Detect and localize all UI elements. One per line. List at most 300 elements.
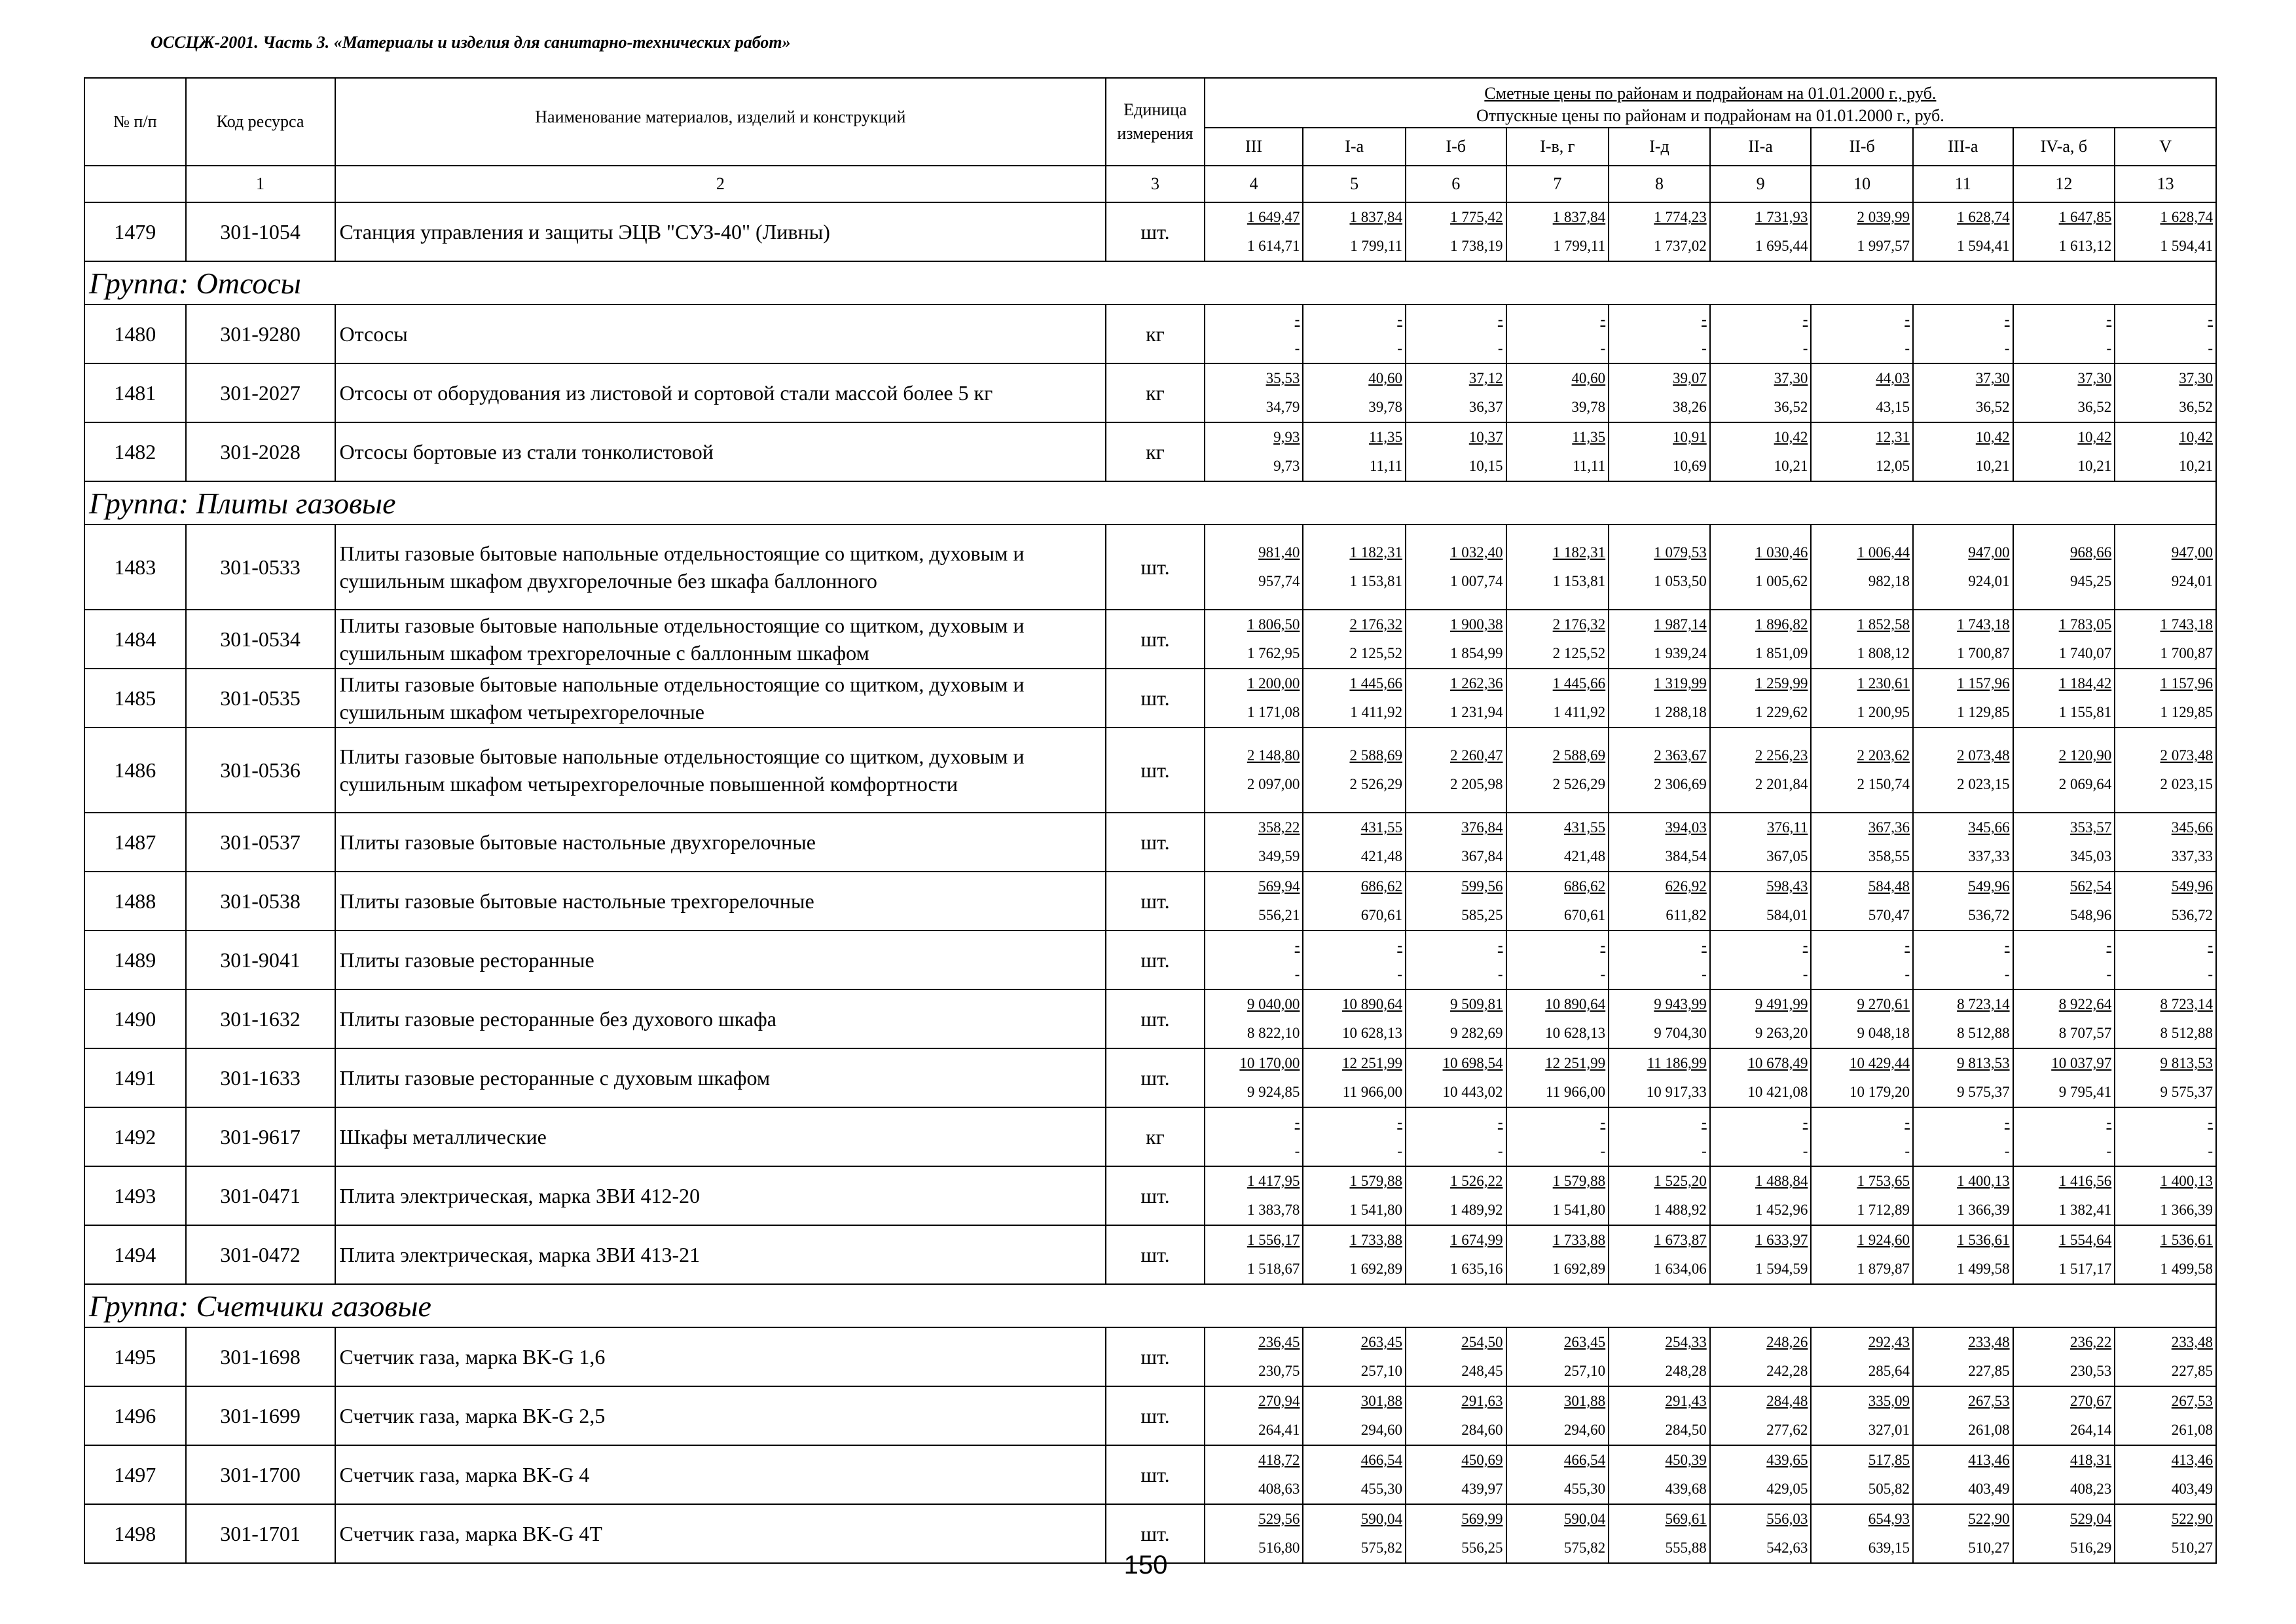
release-price: 1 808,12 <box>1857 645 1910 661</box>
estimate-price: 263,45 <box>1563 1334 1606 1350</box>
estimate-price: - <box>2004 937 2010 953</box>
estimate-price: 1 733,88 <box>1349 1232 1402 1248</box>
estimate-price: 10,37 <box>1468 429 1503 445</box>
price-cell <box>1811 363 1913 422</box>
price-cell <box>1609 422 1710 481</box>
estimate-price: 1 182,31 <box>1552 544 1606 561</box>
estimate-price: 1 259,99 <box>1755 675 1808 692</box>
unit: шт. <box>1106 728 1205 813</box>
group-row <box>84 261 2216 304</box>
estimate-price: 270,67 <box>2069 1393 2112 1409</box>
row-number: 1493 <box>84 1166 186 1225</box>
release-price: 1 200,95 <box>1857 704 1910 720</box>
price-cell <box>2115 1327 2216 1386</box>
estimate-price: 1 628,74 <box>1957 209 2010 225</box>
table-row <box>84 1445 2216 1504</box>
header-region: III-а <box>1913 128 2013 166</box>
estimate-price: - <box>2208 311 2213 327</box>
estimate-price: 598,43 <box>1766 878 1808 895</box>
price-cell <box>1609 728 1710 813</box>
row-number: 1487 <box>84 813 186 872</box>
release-price: - <box>1702 1143 1707 1159</box>
release-price: 9 704,30 <box>1654 1025 1707 1041</box>
price-cell <box>1406 525 1506 610</box>
release-price: 9 282,69 <box>1450 1025 1503 1041</box>
estimate-price: 11 186,99 <box>1647 1055 1707 1071</box>
estimate-price: 569,94 <box>1258 878 1300 895</box>
estimate-price: 1 775,42 <box>1450 209 1503 225</box>
release-price: 10 443,02 <box>1442 1084 1503 1100</box>
estimate-price: 37,30 <box>1975 370 2010 386</box>
release-price: 1 879,87 <box>1857 1261 1910 1277</box>
estimate-price: 12 251,99 <box>1545 1055 1606 1071</box>
release-price: 1 411,92 <box>1350 704 1402 720</box>
unit: кг <box>1106 363 1205 422</box>
price-cell <box>1406 989 1506 1048</box>
release-price: 1 692,89 <box>1349 1261 1402 1277</box>
estimate-price: 431,55 <box>1563 819 1606 836</box>
estimate-price: 1 554,64 <box>2058 1232 2112 1248</box>
release-price: 1 129,85 <box>2160 704 2213 720</box>
price-cell <box>1609 931 1710 989</box>
release-price: 10 628,13 <box>1545 1025 1606 1041</box>
price-cell <box>1811 1386 1913 1445</box>
estimate-price: 1 182,31 <box>1349 544 1402 561</box>
price-cell <box>1811 304 1913 363</box>
unit: кг <box>1106 304 1205 363</box>
table-row <box>84 610 2216 669</box>
table-row <box>84 931 2216 989</box>
price-cell <box>1710 304 1812 363</box>
estimate-price: 9 813,53 <box>2160 1055 2213 1071</box>
release-price: 11,11 <box>1369 458 1402 474</box>
estimate-price: - <box>1802 311 1808 327</box>
estimate-price: 8 922,64 <box>2058 996 2112 1012</box>
price-cell <box>1205 1445 1303 1504</box>
price-cell <box>1406 1225 1506 1284</box>
table-row <box>84 728 2216 813</box>
resource-code: 301-1701 <box>186 1504 335 1563</box>
price-cell <box>2115 872 2216 931</box>
release-price: 284,60 <box>1461 1422 1503 1438</box>
release-price: 9 795,41 <box>2058 1084 2112 1100</box>
release-price: 1 129,85 <box>1957 704 2010 720</box>
estimate-price: 1 445,66 <box>1552 675 1606 692</box>
price-cell <box>2013 1504 2115 1563</box>
estimate-price: 345,66 <box>1968 819 2010 836</box>
estimate-price: 233,48 <box>1968 1334 2010 1350</box>
release-price: 2 125,52 <box>1349 645 1402 661</box>
price-cell <box>1913 1386 2013 1445</box>
price-cell <box>1406 669 1506 728</box>
price-cell <box>1506 1107 1609 1166</box>
estimate-price: 1 445,66 <box>1349 675 1402 692</box>
material-name: Счетчик газа, марка BK-G 1,6 <box>335 1327 1106 1386</box>
estimate-price: 1 837,84 <box>1349 209 1402 225</box>
material-name: Счетчик газа, марка BK-G 4T <box>335 1504 1106 1563</box>
column-number: 3 <box>1106 166 1205 202</box>
unit: кг <box>1106 422 1205 481</box>
release-price: 2 526,29 <box>1349 776 1402 792</box>
release-price: - <box>2106 1143 2112 1159</box>
resource-code: 301-0533 <box>186 525 335 610</box>
price-cell <box>2013 304 2115 363</box>
release-price: 584,01 <box>1766 907 1808 923</box>
price-cell <box>1609 1386 1710 1445</box>
resource-code: 301-9280 <box>186 304 335 363</box>
release-price: 11 966,00 <box>1546 1084 1606 1100</box>
estimate-price: - <box>2106 311 2112 327</box>
price-cell <box>1506 1166 1609 1225</box>
price-cell <box>2013 422 2115 481</box>
estimate-price: - <box>1904 1114 1910 1130</box>
price-cell <box>1406 728 1506 813</box>
price-cell <box>1506 525 1609 610</box>
release-price: 34,79 <box>1266 399 1300 415</box>
estimate-price: 376,84 <box>1461 819 1503 836</box>
table-row <box>84 422 2216 481</box>
release-price: 10 179,20 <box>1849 1084 1910 1100</box>
release-price: 2 150,74 <box>1857 776 1910 792</box>
release-price: 349,59 <box>1258 848 1300 864</box>
price-cell <box>1506 872 1609 931</box>
estimate-price: - <box>1600 311 1606 327</box>
estimate-price: 584,48 <box>1868 878 1910 895</box>
estimate-price: 11,35 <box>1572 429 1606 445</box>
price-cell <box>1205 422 1303 481</box>
release-price: 1 851,09 <box>1755 645 1808 661</box>
estimate-price: 450,39 <box>1665 1452 1707 1468</box>
price-cell <box>1406 872 1506 931</box>
price-table <box>84 77 2217 1564</box>
material-name: Плиты газовые ресторанные без духового шкафа <box>335 989 1106 1048</box>
estimate-price: 562,54 <box>2069 878 2112 895</box>
estimate-price: 2 363,67 <box>1654 747 1707 764</box>
release-price: 284,50 <box>1665 1422 1707 1438</box>
release-price: 1 171,08 <box>1247 704 1300 720</box>
price-cell <box>2013 872 2115 931</box>
estimate-price: 1 783,05 <box>2058 616 2112 633</box>
price-cell <box>1609 989 1710 1048</box>
estimate-price: 1 230,61 <box>1857 675 1910 692</box>
release-price: 408,23 <box>2069 1481 2112 1497</box>
estimate-price: 1 184,42 <box>2058 675 2112 692</box>
resource-code: 301-2028 <box>186 422 335 481</box>
release-price: 542,63 <box>1766 1540 1808 1556</box>
estimate-price: 2 120,90 <box>2058 747 2112 764</box>
price-cell <box>1205 363 1303 422</box>
price-cell <box>1913 202 2013 261</box>
release-price: 455,30 <box>1563 1481 1606 1497</box>
estimate-price: 413,46 <box>2171 1452 2213 1468</box>
estimate-price: - <box>2106 1114 2112 1130</box>
release-price: 1 382,41 <box>2058 1202 2112 1218</box>
price-cell <box>1303 304 1406 363</box>
price-cell <box>1406 813 1506 872</box>
material-name: Плиты газовые ресторанные <box>335 931 1106 989</box>
estimate-price: 968,66 <box>2069 544 2112 561</box>
release-price: 575,82 <box>1563 1540 1606 1556</box>
price-cell <box>1710 1386 1812 1445</box>
price-cell <box>2013 202 2115 261</box>
table-row <box>84 1166 2216 1225</box>
price-cell <box>2115 525 2216 610</box>
estimate-price: 2 260,47 <box>1450 747 1503 764</box>
price-cell <box>1609 872 1710 931</box>
price-cell <box>2013 1327 2115 1386</box>
material-name: Плита электрическая, марка ЗВИ 413-21 <box>335 1225 1106 1284</box>
price-cell <box>1506 1386 1609 1445</box>
release-price: 439,68 <box>1665 1481 1707 1497</box>
estimate-price: 522,90 <box>1968 1511 2010 1527</box>
release-price: 1 700,87 <box>2160 645 2213 661</box>
release-price: - <box>1294 966 1300 982</box>
price-cell <box>1303 989 1406 1048</box>
table-body <box>84 202 2216 1563</box>
release-price: 9 924,85 <box>1247 1084 1300 1100</box>
header-unit: Единица измерения <box>1106 78 1205 166</box>
price-cell <box>1406 1386 1506 1445</box>
estimate-price: 1 731,93 <box>1755 209 1808 225</box>
price-cell <box>1710 363 1812 422</box>
estimate-price: - <box>1294 1114 1300 1130</box>
price-cell <box>1913 1445 2013 1504</box>
unit: шт. <box>1106 202 1205 261</box>
release-price: - <box>1397 966 1402 982</box>
estimate-price: 1 157,96 <box>2160 675 2213 692</box>
row-number: 1490 <box>84 989 186 1048</box>
price-cell <box>1710 1327 1812 1386</box>
release-price: 1 692,89 <box>1552 1261 1606 1277</box>
price-cell <box>1609 202 1710 261</box>
estimate-price: 590,04 <box>1360 1511 1402 1527</box>
estimate-price: - <box>1802 1114 1808 1130</box>
release-price: 337,33 <box>1968 848 2010 864</box>
price-cell <box>1811 610 1913 669</box>
release-price: 11,11 <box>1573 458 1606 474</box>
release-price: 38,26 <box>1673 399 1707 415</box>
release-price: 43,15 <box>1876 399 1910 415</box>
release-price: 1 700,87 <box>1957 645 2010 661</box>
price-cell <box>1710 931 1812 989</box>
estimate-price: 1 852,58 <box>1857 616 1910 633</box>
group-title: Группа: Отсосы <box>84 261 2216 304</box>
material-name: Отсосы <box>335 304 1106 363</box>
estimate-price: - <box>1397 1114 1402 1130</box>
price-cell <box>1303 728 1406 813</box>
estimate-price: 10 890,64 <box>1545 996 1606 1012</box>
estimate-price: 248,26 <box>1766 1334 1808 1350</box>
price-cell <box>1913 525 2013 610</box>
release-price: - <box>1802 1143 1808 1159</box>
row-number: 1486 <box>84 728 186 813</box>
row-number: 1483 <box>84 525 186 610</box>
price-cell <box>1811 669 1913 728</box>
estimate-price: 947,00 <box>1968 544 2010 561</box>
price-cell <box>1913 872 2013 931</box>
header-price-title <box>1205 78 2216 128</box>
release-price: 8 512,88 <box>1957 1025 2010 1041</box>
release-price: 536,72 <box>1968 907 2010 923</box>
resource-code: 301-1698 <box>186 1327 335 1386</box>
price-cell <box>1609 1504 1710 1563</box>
estimate-price: 1 319,99 <box>1654 675 1707 692</box>
estimate-price: 10,42 <box>2077 429 2112 445</box>
release-price: 585,25 <box>1461 907 1503 923</box>
estimate-price: 263,45 <box>1360 1334 1402 1350</box>
release-price: 230,53 <box>2069 1363 2112 1379</box>
release-price: 8 822,10 <box>1247 1025 1300 1041</box>
release-price: 516,29 <box>2069 1540 2112 1556</box>
row-number: 1498 <box>84 1504 186 1563</box>
estimate-price: 1 030,46 <box>1755 544 1808 561</box>
release-price: - <box>1497 1143 1503 1159</box>
price-cell <box>1406 931 1506 989</box>
price-cell <box>1609 525 1710 610</box>
column-number: 9 <box>1710 166 1812 202</box>
release-price: - <box>2208 340 2213 356</box>
price-cell <box>2115 422 2216 481</box>
material-name: Счетчик газа, марка BK-G 4 <box>335 1445 1106 1504</box>
estimate-price: - <box>1802 937 1808 953</box>
estimate-price: 267,53 <box>1968 1393 2010 1409</box>
estimate-price: 599,56 <box>1461 878 1503 895</box>
estimate-price: 254,33 <box>1665 1334 1707 1350</box>
estimate-price: - <box>1397 311 1402 327</box>
estimate-price: - <box>1904 311 1910 327</box>
release-price: 408,63 <box>1258 1481 1300 1497</box>
estimate-price: 1 743,18 <box>2160 616 2213 633</box>
price-cell <box>1913 610 2013 669</box>
price-cell <box>1205 1166 1303 1225</box>
release-price: - <box>1397 340 1402 356</box>
release-price: 36,52 <box>2077 399 2112 415</box>
table-row <box>84 363 2216 422</box>
price-cell <box>2115 1107 2216 1166</box>
release-price: 1 594,41 <box>1957 238 2010 254</box>
estimate-price: 10 890,64 <box>1341 996 1402 1012</box>
resource-code: 301-1633 <box>186 1048 335 1107</box>
estimate-price: 40,60 <box>1571 370 1606 386</box>
release-price: 1 635,16 <box>1450 1261 1503 1277</box>
estimate-price: 450,69 <box>1461 1452 1503 1468</box>
release-price: 294,60 <box>1563 1422 1606 1438</box>
release-price: 516,80 <box>1258 1540 1300 1556</box>
price-cell <box>2115 1166 2216 1225</box>
release-price: 2 069,64 <box>2058 776 2112 792</box>
unit: шт. <box>1106 813 1205 872</box>
release-price: - <box>2106 340 2112 356</box>
header-row-number: № п/п <box>84 78 186 166</box>
estimate-price: 284,48 <box>1766 1393 1808 1409</box>
release-price: 1 488,92 <box>1654 1202 1707 1218</box>
price-cell <box>1303 1386 1406 1445</box>
release-price: 10,21 <box>1774 458 1808 474</box>
estimate-price: 2 039,99 <box>1857 209 1910 225</box>
release-price: - <box>1294 1143 1300 1159</box>
unit: шт. <box>1106 989 1205 1048</box>
release-price: 9 263,20 <box>1755 1025 1808 1041</box>
estimate-price: 292,43 <box>1868 1334 1910 1350</box>
estimate-price: - <box>2004 311 2010 327</box>
release-price: 36,37 <box>1468 399 1503 415</box>
price-cell <box>1710 202 1812 261</box>
price-cell <box>1506 1504 1609 1563</box>
column-number: 7 <box>1506 166 1609 202</box>
release-price: 1 452,96 <box>1755 1202 1808 1218</box>
release-price: - <box>1802 966 1808 982</box>
estimate-price: 1 262,36 <box>1450 675 1503 692</box>
estimate-price: 10,42 <box>1774 429 1808 445</box>
price-cell <box>1811 1225 1913 1284</box>
price-cell <box>2115 931 2216 989</box>
release-price: 227,85 <box>1968 1363 2010 1379</box>
estimate-price: 1 673,87 <box>1654 1232 1707 1248</box>
price-cell <box>1205 1386 1303 1445</box>
estimate-price: 1 400,13 <box>2160 1173 2213 1189</box>
price-cell <box>1811 202 1913 261</box>
release-price: 327,01 <box>1868 1422 1910 1438</box>
price-cell <box>2115 1048 2216 1107</box>
release-price: 1 939,24 <box>1654 645 1707 661</box>
estimate-price: 8 723,14 <box>2160 996 2213 1012</box>
price-cell <box>1811 1504 1913 1563</box>
release-price: 1 712,89 <box>1857 1202 1910 1218</box>
estimate-price: 9 270,61 <box>1857 996 1910 1012</box>
column-number: 4 <box>1205 166 1303 202</box>
estimate-price: 418,72 <box>1258 1452 1300 1468</box>
header-region: II-б <box>1811 128 1913 166</box>
price-cell <box>2115 1445 2216 1504</box>
estimate-price: - <box>2106 937 2112 953</box>
estimate-price: 2 073,48 <box>1957 747 2010 764</box>
column-number <box>84 166 186 202</box>
release-price: 39,78 <box>1571 399 1606 415</box>
unit: шт. <box>1106 1166 1205 1225</box>
column-number: 1 <box>186 166 335 202</box>
unit: шт. <box>1106 872 1205 931</box>
estimate-price: 626,92 <box>1665 878 1707 895</box>
estimate-price: 40,60 <box>1368 370 1402 386</box>
resource-code: 301-0537 <box>186 813 335 872</box>
release-price: - <box>2004 966 2010 982</box>
table-row <box>84 813 2216 872</box>
estimate-price: 270,94 <box>1258 1393 1300 1409</box>
price-cell <box>1506 610 1609 669</box>
price-cell <box>1506 422 1609 481</box>
header-region: V <box>2115 128 2216 166</box>
price-cell <box>2013 1225 2115 1284</box>
header-region: IV-а, б <box>2013 128 2115 166</box>
price-cell <box>2115 669 2216 728</box>
estimate-price: 2 256,23 <box>1755 747 1808 764</box>
group-title: Группа: Плиты газовые <box>84 481 2216 525</box>
material-name: Отсосы бортовые из стали тонколистовой <box>335 422 1106 481</box>
price-cell <box>1506 931 1609 989</box>
release-price: 230,75 <box>1258 1363 1300 1379</box>
estimate-price: 1 006,44 <box>1857 544 1910 561</box>
price-cell <box>2013 1048 2115 1107</box>
unit: шт. <box>1106 1327 1205 1386</box>
estimate-price: 1 733,88 <box>1552 1232 1606 1248</box>
price-cell <box>1811 813 1913 872</box>
estimate-price: 556,03 <box>1766 1511 1808 1527</box>
material-name: Плиты газовые бытовые напольные отдельностоящие со щитком, духовым и сушильным шкафом двухгорелочные без шкафа баллонного <box>335 525 1106 610</box>
price-cell <box>1506 728 1609 813</box>
release-price: 455,30 <box>1360 1481 1402 1497</box>
price-cell <box>1506 669 1609 728</box>
release-price: 556,21 <box>1258 907 1300 923</box>
